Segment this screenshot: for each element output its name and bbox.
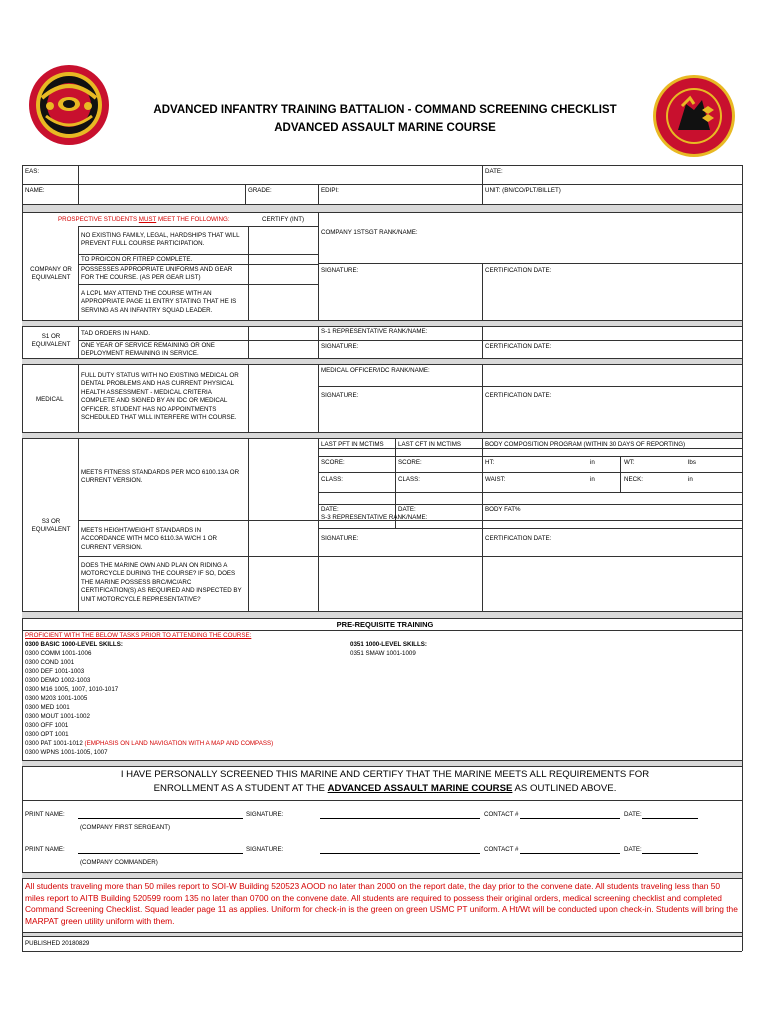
date-field-2[interactable]	[642, 853, 698, 854]
basic-skill: 0300 OPT 1001	[25, 731, 69, 738]
pat-skill: 0300 PAT 1001-1012 (EMPHASIS ON LAND NAVIGATION WITH A MAP AND COMPASS)	[25, 740, 274, 747]
s1-rep-label: S-1 REPRESENTATIVE RANK/NAME:	[321, 328, 428, 335]
signature-field-2[interactable]	[320, 853, 480, 854]
role-first-sergeant: (COMPANY FIRST SERGEANT)	[80, 824, 171, 831]
company-cert-date-label: CERTIFICATION DATE:	[485, 267, 552, 274]
medical-cert-date-label: CERTIFICATION DATE:	[485, 392, 552, 399]
print-name-label-1: PRINT NAME:	[25, 811, 65, 818]
certification-line-1: I HAVE PERSONALLY SCREENED THIS MARINE AND CERTIFY THAT THE MARINE MEETS ALL REQUIREMENTS FOR	[120, 769, 650, 780]
basic-skill: 0300 COMM 1001-1006	[25, 650, 92, 657]
date-label-1: DATE:	[624, 811, 642, 818]
eas-label: EAS:	[25, 168, 40, 175]
page-subtitle: ADVANCED ASSAULT MARINE COURSE	[274, 122, 496, 134]
body-comp-label: BODY COMPOSITION PROGRAM (WITHIN 30 DAYS OF REPORTING)	[485, 441, 686, 448]
s3-motorcycle-item: DOES THE MARINE OWN AND PLAN ON RIDING A MOTORCYCLE DURING THE COURSE? IF SO, DOES THE MARINE POSSESS BRC/MC/ARC CERTIFICATION(S) AS REQUIRED AND INSPECTED BY UNIT MOTORCYCLE REPRESENTATIVE?	[81, 562, 242, 603]
date-label: DATE:	[485, 168, 503, 175]
level-skills-heading: 0351 1000-LEVEL SKILLS:	[350, 641, 427, 648]
s3-cert-date-label: CERTIFICATION DATE:	[485, 535, 552, 542]
neck-unit: in	[688, 476, 693, 483]
medical-item: FULL DUTY STATUS WITH NO EXISTING MEDICAL OR DENTAL PROBLEMS AND HAS CURRENT PHYSICAL HEALTH ASSESSMENT - MEDICAL CRITERIA COMPLETE AND SIGNED BY AN IDC OR MEDICAL OFFICER. STUDENT HAS NO APPOINTMENTS SCHEDULED THAT WILL INTERFERE WITH COURSE.	[81, 372, 239, 422]
basic-skill: 0300 COND 1001	[25, 659, 75, 666]
certification-line-2: ENROLLMENT AS A STUDENT AT THE ADVANCED ASSAULT MARINE COURSE AS OUTLINED ABOVE.	[153, 783, 617, 794]
s3-label: S3 OR EQUIVALENT	[31, 518, 71, 534]
neck-label: NECK:	[624, 476, 643, 483]
medical-label: MEDICAL	[36, 396, 64, 403]
signature-label-1: SIGNATURE:	[246, 811, 284, 818]
print-name-field-2[interactable]	[78, 853, 243, 854]
edipi-label: EDIPI:	[321, 187, 339, 194]
date-label-2: DATE:	[624, 846, 642, 853]
role-company-commander: (COMPANY COMMANDER)	[80, 859, 158, 866]
body-fat-label: BODY FAT%	[485, 506, 521, 513]
waist-unit: in	[590, 476, 595, 483]
basic-skill: 0300 M203 1001-1005	[25, 695, 88, 702]
s3-rep-label: S-3 REPRESENTATIVE RANK/NAME:	[321, 514, 428, 521]
company-signature-label: SIGNATURE:	[321, 267, 359, 274]
basic-skill: 0300 DEMO 1002-1003	[25, 677, 91, 684]
certify-heading: CERTIFY (INT)	[262, 216, 305, 223]
height-label: HT:	[485, 459, 495, 466]
s1-item-1: TAD ORDERS IN HAND.	[81, 330, 150, 337]
s1-cert-date-label: CERTIFICATION DATE:	[485, 343, 552, 350]
height-unit: in	[590, 459, 595, 466]
prospective-heading: PROSPECTIVE STUDENTS MUST MEET THE FOLLOWING:	[58, 216, 230, 223]
basic-skill: 0300 M16 1005, 1007, 1010-1017	[25, 686, 119, 693]
cft-class-label: CLASS:	[398, 476, 421, 483]
s3-signature-label: SIGNATURE:	[321, 535, 359, 542]
signature-label-2: SIGNATURE:	[246, 846, 284, 853]
s3-height-weight-item: MEETS HEIGHT/WEIGHT STANDARDS IN ACCORDANCE WITH MCO 6110.3A W/CH 1 OR CURRENT VERSION.	[81, 527, 218, 551]
print-name-field-1[interactable]	[78, 818, 243, 819]
unit-label: UNIT: (BN/CO/PLT/BILLET)	[485, 187, 561, 194]
basic-skill: 0300 DEF 1001-1003	[25, 668, 85, 675]
basic-skill: 0300 MOUT 1001-1002	[25, 713, 90, 720]
cft-date-label: DATE:	[398, 506, 416, 513]
page-title: ADVANCED INFANTRY TRAINING BATTALION - COMMAND SCREENING CHECKLIST	[153, 104, 617, 116]
signature-field-1[interactable]	[320, 818, 480, 819]
grade-label: GRADE:	[248, 187, 272, 194]
medical-signature-label: SIGNATURE:	[321, 392, 359, 399]
name-label: NAME:	[25, 187, 45, 194]
s1-label: S1 OR EQUIVALENT	[31, 333, 71, 349]
pft-score-label: SCORE:	[321, 459, 345, 466]
date-field-1[interactable]	[642, 818, 698, 819]
reporting-notice: All students traveling more than 50 miles report to SOI-W Building 520523 AOOD no later than 2000 on the report date, the day prior to the convene date. All students traveling less than 50 miles report to AITB Building 520599 room 135 no later than 0700 on the convene date. All students are required to possess their original orders, medical screening checklist and completed Command Screening Checklist. Squad leader page 11 as applies. Uniform for check-in is the green on green USMC PT uniform. A Ht/Wt will be conducted upon check-in. Students will bring the MARPAT green utility uniform with them.	[25, 881, 738, 926]
cft-score-label: SCORE:	[398, 459, 422, 466]
company-item-4: A LCPL MAY ATTEND THE COURSE WITH AN APPROPRIATE PAGE 11 ENTRY STATING THAT HE IS SERVING AS AN INFANTRY SQUAD LEADER.	[81, 290, 237, 314]
medical-officer-label: MEDICAL OFFICER/IDC RANK/NAME:	[321, 367, 430, 374]
company-label: COMPANY OR EQUIVALENT	[30, 266, 72, 282]
company-item-3: POSSESSES APPROPRIATE UNIFORMS AND GEAR FOR THE COURSE. (AS PER GEAR LIST)	[81, 266, 233, 282]
contact-field-1[interactable]	[520, 818, 620, 819]
basic-skills-heading: 0300 BASIC 1000-LEVEL SKILLS:	[25, 641, 123, 648]
prereq-proficient: PROFICIENT WITH THE BELOW TASKS PRIOR TO ATTENDING THE COURSE:	[25, 632, 252, 639]
prereq-heading: PRE-REQUISITE TRAINING	[336, 620, 434, 629]
last-cft-label: LAST CFT IN MCTIMS	[398, 441, 462, 448]
contact-label-2: CONTACT #	[484, 846, 519, 853]
weight-label: WT:	[624, 459, 635, 466]
pft-date-label: DATE:	[321, 506, 339, 513]
basic-skill: 0300 MED 1001	[25, 704, 70, 711]
wpns-skill: 0300 WPNS 1001-1005, 1007	[25, 749, 108, 756]
pft-class-label: CLASS:	[321, 476, 344, 483]
published-date: PUBLISHED 20180829	[25, 940, 90, 947]
contact-label-1: CONTACT #	[484, 811, 519, 818]
company-1stsgt-label: COMPANY 1STSGT RANK/NAME:	[321, 229, 418, 236]
s3-fitness-item: MEETS FITNESS STANDARDS PER MCO 6100.13A OR CURRENT VERSION.	[81, 469, 240, 485]
contact-field-2[interactable]	[520, 853, 620, 854]
right-emblem	[652, 74, 736, 158]
s1-signature-label: SIGNATURE:	[321, 343, 359, 350]
company-item-2: TO PRO/CON OR FITREP COMPLETE.	[81, 256, 193, 263]
level-skill: 0351 SMAW 1001-1009	[350, 650, 416, 657]
company-item-1: NO EXISTING FAMILY, LEGAL, HARDSHIPS THAT WILL PREVENT FULL COURSE PARTICIPATION.	[81, 232, 240, 248]
waist-label: WAIST:	[485, 476, 506, 483]
basic-skill: 0300 OFF 1001	[25, 722, 69, 729]
weight-unit: lbs	[688, 459, 696, 466]
last-pft-label: LAST PFT IN MCTIMS	[321, 441, 384, 448]
print-name-label-2: PRINT NAME:	[25, 846, 65, 853]
s1-item-2: ONE YEAR OF SERVICE REMAINING OR ONE DEPLOYMENT REMAINING IN SERVICE.	[81, 342, 215, 358]
